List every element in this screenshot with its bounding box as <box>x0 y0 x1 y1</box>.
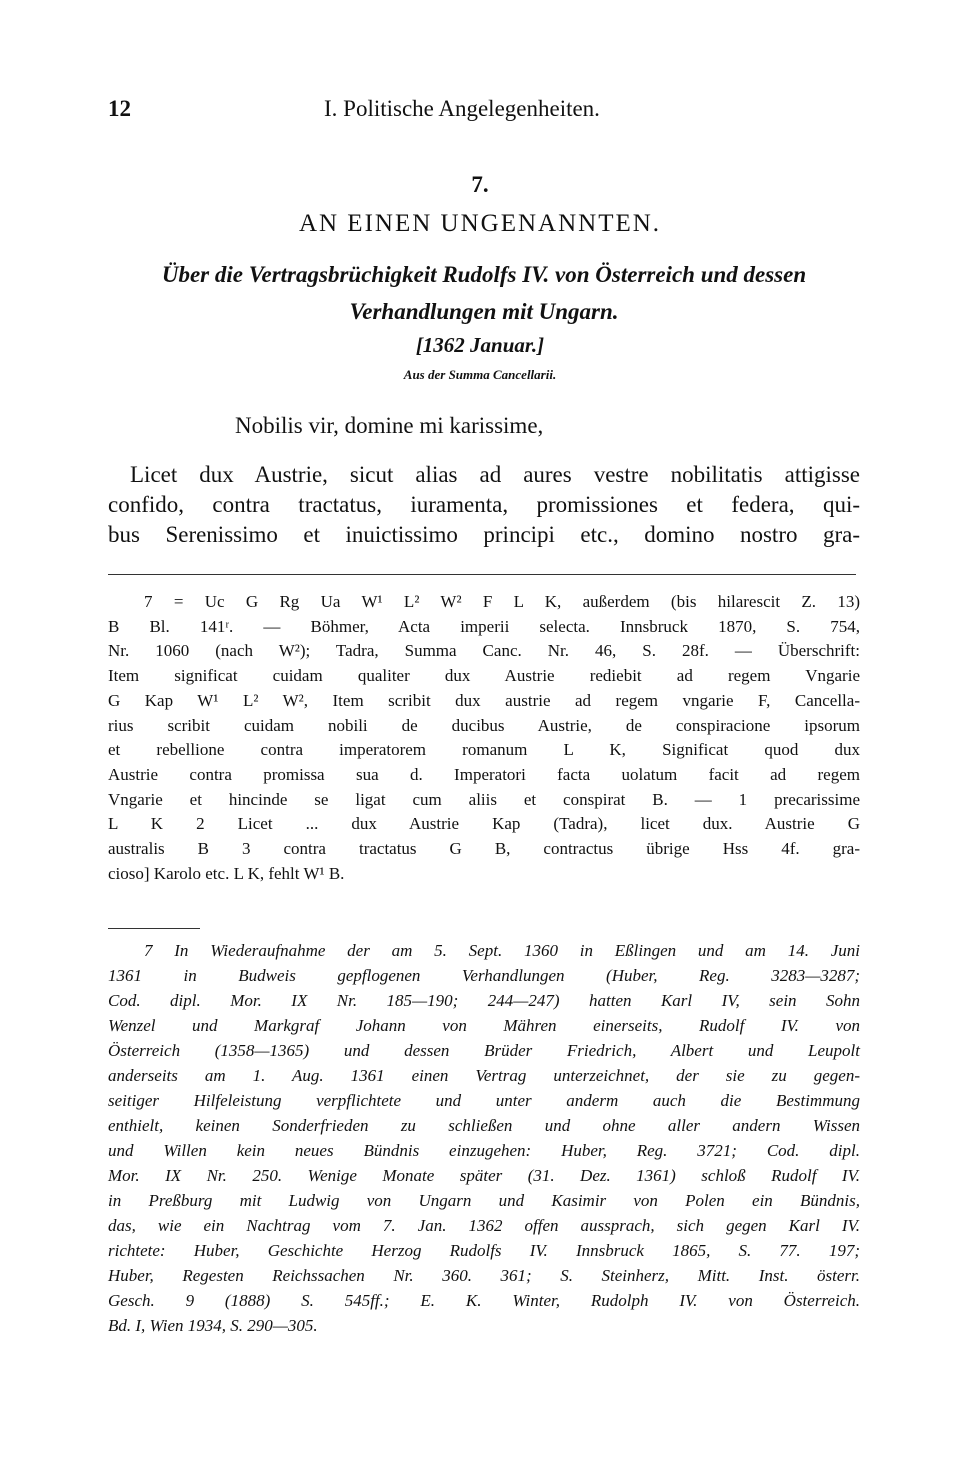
page-number: 12 <box>108 96 131 121</box>
apparatus-line: Austrie contra promissa sua d. Imperatori facta uolatum facit ad regem <box>108 764 860 784</box>
commentary-line: Huber, Regesten Reichssachen Nr. 360. 361; S. Steinherz, Mitt. Inst. österr. <box>108 1266 860 1285</box>
commentary-line: Bd. I, Wien 1934, S. 290—305. <box>108 1316 318 1335</box>
apparatus-line: G Kap W¹ L² W², Item scribit dux austrie ad regem vngarie F, Cancella- <box>108 690 860 710</box>
apparatus-line: australis B 3 contra tractatus G B, contractus übrige Hss 4f. gra- <box>108 839 860 859</box>
apparatus-line: Nr. 1060 (nach W²); Tadra, Summa Canc. Nr. 46, S. 28f. — Überschrift: <box>108 641 860 661</box>
summary-line: Über die Vertragsbrüchigkeit Rudolfs IV. von Österreich und dessen <box>161 262 807 287</box>
apparatus-line: Vngarie et hincinde se ligat cum aliis et conspirat B. — 1 precarissime <box>108 789 860 809</box>
apparatus-divider <box>108 574 856 575</box>
document-source: Aus der Summa Cancellarii. <box>403 367 557 382</box>
summary-line: Verhandlungen mit Ungarn. <box>349 299 619 324</box>
letter-line: Licet dux Austrie, sicut alias ad aures vestre nobilitatis attigisse <box>130 462 860 487</box>
commentary-line: das, wie ein Nachtrag vom 7. Jan. 1362 offen aussprach, sich gegen Karl IV. <box>108 1216 860 1235</box>
commentary-line: und Willen kein neues Bündnis einzugehen: Huber, Reg. 3721; Cod. dipl. <box>108 1141 860 1160</box>
commentary-line: richtete: Huber, Geschichte Herzog Rudolfs IV. Innsbruck 1865, S. 77. 197; <box>108 1241 860 1260</box>
letter-line: bus Serenissimo et inuictissimo principi etc., domino nostro gra- <box>108 522 860 547</box>
commentary-line: seitiger Hilfeleistung verpflichtete und unter anderm auch die Bestimmung <box>108 1091 860 1110</box>
commentary-line: Gesch. 9 (1888) S. 545ff.; E. K. Winter, Rudolph IV. von Österreich. <box>108 1291 860 1310</box>
apparatus-line: L K 2 Licet ... dux Austrie Kap (Tadra), licet dux. Austrie G <box>108 814 860 834</box>
commentary-line: Wenzel und Markgraf Johann von Mähren einerseits, Rudolf IV. von <box>108 1016 860 1035</box>
commentary-line: enthielt, keinen Sonderfrieden zu schließen und ohne aller andern Wissen <box>108 1116 860 1135</box>
letter-text <box>108 460 860 550</box>
commentary-line: anderseits am 1. Aug. 1361 einen Vertrag unterzeichnet, der sie zu gegen- <box>108 1066 860 1085</box>
commentary-line: 7 In Wiederaufnahme der am 5. Sept. 1360 in Eßlingen und am 14. Juni <box>144 941 860 960</box>
commentary-line: Mor. IX Nr. 250. Wenige Monate später (31. Dez. 1361) schloß Rudolf IV. <box>108 1166 860 1185</box>
commentary-notes <box>108 938 860 1338</box>
commentary-line: in Preßburg mit Ludwig von Ungarn und Kasimir von Polen ein Bündnis, <box>108 1191 860 1210</box>
document-date: [1362 Januar.] <box>415 333 545 357</box>
apparatus-line: 7 = Uc G Rg Ua W¹ L² W² F L K, außerdem (bis hilarescit Z. 13) <box>144 592 860 611</box>
document-number: 7. <box>471 172 489 197</box>
apparatus-line: B Bl. 141ʳ. — Böhmer, Acta imperii selecta. Innsbruck 1870, S. 754, <box>108 616 860 636</box>
commentary-line: Österreich (1358—1365) und dessen Brüder Friedrich, Albert und Leupolt <box>108 1041 860 1060</box>
document-heading: AN EINEN UNGENANNTEN. <box>298 210 662 237</box>
running-head <box>108 96 852 130</box>
letter-line: confido, contra tractatus, iuramenta, promissiones et federa, qui- <box>108 492 860 517</box>
commentary-divider <box>108 928 200 929</box>
critical-apparatus <box>108 590 860 886</box>
commentary-line: Cod. dipl. Mor. IX Nr. 185—190; 244—247) hatten Karl IV, sein Sohn <box>108 991 860 1010</box>
commentary-line: 1361 in Budweis gepflogenen Verhandlungen (Huber, Reg. 3283—3287; <box>108 966 860 985</box>
running-head-title: I. Politische Angelegenheiten. <box>324 96 600 121</box>
apparatus-line: rius scribit cuidam nobili de ducibus Austrie, de conspiracione ipsorum <box>108 715 860 735</box>
apparatus-line: et rebellione contra imperatorem romanum L K, Significat quod dux <box>108 740 860 760</box>
apparatus-line: Item significat cuidam qualiter dux Austrie rediebit ad regem Vngarie <box>108 666 860 686</box>
apparatus-line: cioso] Karolo etc. L K, fehlt W¹ B. <box>108 863 345 883</box>
document-summary <box>108 256 860 330</box>
letter-salutation: Nobilis vir, domine mi karissime, <box>235 413 544 438</box>
